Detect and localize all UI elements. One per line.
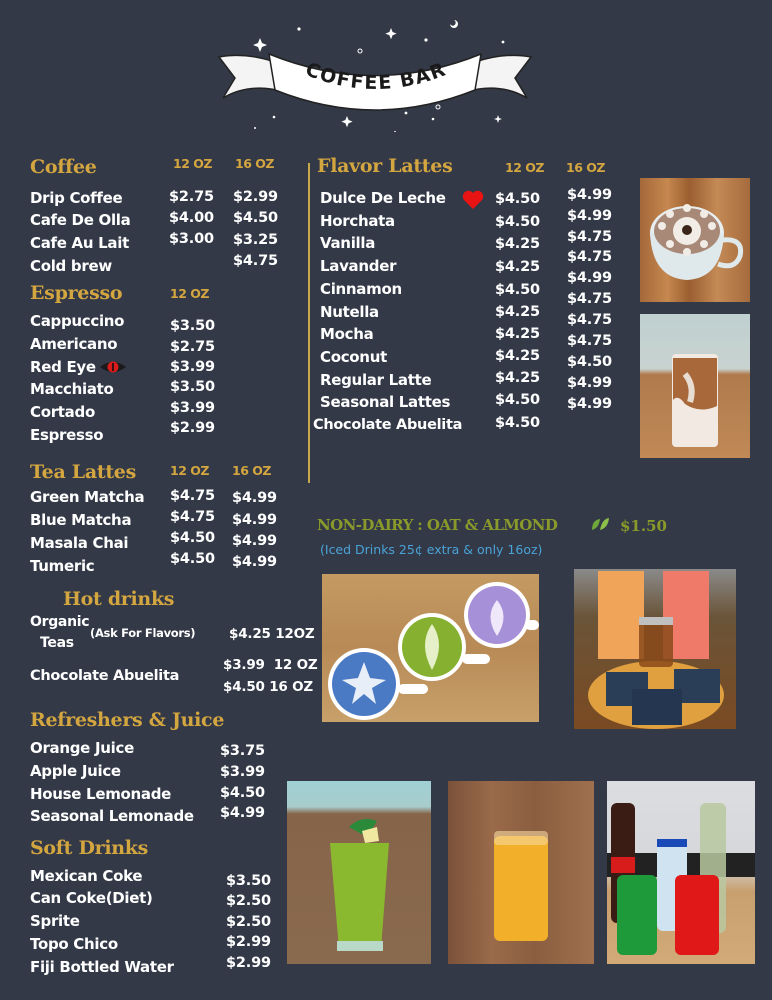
flavor-latte-item-name: Cinnamon [320,280,402,298]
column-divider [308,163,310,483]
espresso-size-12: 12 OZ [170,286,209,301]
flavor-latte-item-price-16: $4.99 [567,208,612,224]
flavor-latte-item-name: Dulce De Leche [320,189,446,207]
flavor-latte-item-name: Horchata [320,212,395,230]
coffee-item-name: Cafe De Olla [30,211,131,229]
coffee-item-price-16: $4.50 [233,210,278,226]
refresher-item-price: $3.99 [220,764,265,780]
tea-latte-item-price-12: $4.50 [170,530,215,546]
soft-drink-item-price: $2.50 [226,893,271,909]
coffee-item-name: Cold brew [30,257,112,275]
iced-latte-photo [640,314,750,458]
banner-title: COFFEE BAR [302,58,450,95]
soft-drink-item-price: $2.99 [226,934,271,950]
red-eye-icon [99,359,127,375]
hot-drink-item-price-12: $3.99 12 OZ [223,657,318,673]
flavor-lattes-heading: Flavor Lattes [317,155,453,177]
espresso-item-price: $3.50 [170,379,215,395]
refresher-item-name: Apple Juice [30,762,121,780]
soft-drink-item-price: $2.99 [226,955,271,971]
espresso-item-name: Americano [30,335,118,353]
tea-latte-item-price-16: $4.99 [232,512,277,528]
flavor-latte-item-price-16: $4.75 [567,291,612,307]
leaf-icon [590,516,610,532]
refresher-item-price: $3.75 [220,743,265,759]
coffee-item-price-12: $4.00 [169,210,214,226]
soft-drink-item-name: Sprite [30,912,80,930]
refresher-item-name: House Lemonade [30,785,172,803]
flavor-latte-item-name: Seasonal Lattes [320,393,451,411]
tea-latte-item-name: Tumeric [30,557,95,575]
soft-drink-item-name: Fiji Bottled Water [30,958,174,976]
coffee-item-price-12: $2.75 [169,189,214,205]
flavor-latte-item-name: Vanilla [320,234,376,252]
tea-latte-item-price-16: $4.99 [232,533,277,549]
hot-drink-item-note: (Ask For Flavors) [90,626,196,640]
flavor-lattes-size-16: 16 OZ [566,160,605,175]
espresso-item-price: $3.50 [170,318,215,334]
hot-drink-item-name-line1: Organic [30,614,90,630]
flavor-latte-item-price-12: $4.25 [495,236,540,252]
coffee-item-price-16: $3.25 [233,232,278,248]
organic-teas-photo [574,569,736,729]
soft-drink-item-price: $2.50 [226,914,271,930]
orange-juice-photo [448,781,594,964]
non-dairy-note: (Iced Drinks 25¢ extra & only 16oz) [320,542,543,557]
flavor-latte-item-price-16: $4.75 [567,312,612,328]
tea-lattes-heading: Tea Lattes [30,461,136,483]
flavor-latte-item-name: Coconut [320,348,387,366]
refresher-item-name: Orange Juice [30,739,134,757]
flavor-latte-item-price-12: $4.25 [495,326,540,342]
espresso-item-name: Macchiato [30,380,114,398]
flavor-latte-item-price-16: $4.99 [567,270,612,286]
flavor-latte-item-name: Regular Latte [320,371,432,389]
coffee-item-name: Cafe Au Lait [30,234,129,252]
refreshers-heading: Refreshers & Juice [30,709,225,731]
espresso-item-name: Cortado [30,403,95,421]
green-refresher-photo [287,781,431,964]
hot-drink-item-name: Chocolate Abuelita [30,668,180,684]
flavor-latte-item-price-12: $4.25 [495,370,540,386]
tea-latte-item-price-12: $4.75 [170,488,215,504]
soft-drink-item-price: $3.50 [226,873,271,889]
flavor-latte-item-name: Lavander [320,257,397,275]
espresso-item-name: Espresso [30,426,104,444]
header-banner [205,12,545,132]
hot-drinks-heading: Hot drinks [63,588,175,610]
refresher-item-price: $4.50 [220,785,265,801]
tea-lattes-size-12: 12 OZ [170,463,209,478]
soft-drink-item-name: Mexican Coke [30,867,143,885]
coffee-heading: Coffee [30,156,97,178]
flavor-latte-item-price-16: $4.75 [567,333,612,349]
flavor-latte-item-price-16: $4.75 [567,249,612,265]
coffee-size-12: 12 OZ [173,156,212,171]
flavor-latte-item-price-16: $4.99 [567,375,612,391]
espresso-item-price: $3.99 [170,359,215,375]
coffee-size-16: 16 OZ [235,156,274,171]
heart-icon [462,190,484,210]
flavor-latte-item-price-12: $4.50 [495,191,540,207]
coffee-item-price-12: $3.00 [169,231,214,247]
tea-latte-item-name: Masala Chai [30,534,129,552]
tea-latte-item-price-16: $4.99 [232,490,277,506]
flavor-latte-item-price-16: $4.99 [567,396,612,412]
espresso-item-price: $2.75 [170,339,215,355]
ribbon-banner-icon [205,12,545,132]
hot-drink-item-price: $4.25 12OZ [229,626,315,642]
tea-latte-item-price-12: $4.50 [170,551,215,567]
espresso-item-price: $3.99 [170,400,215,416]
flavor-latte-item-price-12: $4.50 [495,282,540,298]
refresher-item-name: Seasonal Lemonade [30,807,194,825]
latte-art-photo [640,178,750,302]
coffee-item-price-16: $2.99 [233,189,278,205]
soft-drinks-photo [607,781,755,964]
flavor-latte-item-price-12: $4.25 [495,348,540,364]
soft-drink-item-name: Topo Chico [30,935,118,953]
flavor-latte-item-price-12: $4.50 [495,392,540,408]
tea-latte-item-name: Green Matcha [30,488,145,506]
tea-latte-item-price-16: $4.99 [232,554,277,570]
tea-latte-item-price-12: $4.75 [170,509,215,525]
non-dairy-label: NON-DAIRY : OAT & ALMOND [317,516,558,534]
coffee-item-price-16: $4.75 [233,253,278,269]
non-dairy-price: $1.50 [620,517,667,535]
flavor-latte-item-price-12: $4.25 [495,304,540,320]
soft-drinks-heading: Soft Drinks [30,837,149,859]
flavor-latte-item-name: Mocha [320,325,374,343]
coffee-item-name: Drip Coffee [30,189,123,207]
flavor-latte-item-name: Nutella [320,303,379,321]
flavor-latte-item-price-16: $4.99 [567,187,612,203]
refresher-item-price: $4.99 [220,805,265,821]
espresso-item-price: $2.99 [170,420,215,436]
espresso-heading: Espresso [30,282,123,304]
tea-lattes-size-16: 16 OZ [232,463,271,478]
flavor-latte-item-name: Chocolate Abuelita [313,417,463,433]
flavor-latte-item-price-12: $4.50 [495,415,540,431]
tea-latte-item-name: Blue Matcha [30,511,132,529]
espresso-item-name: Red Eye [30,358,96,376]
hot-drink-item-name-line2: Teas [40,635,74,651]
flavor-latte-item-price-16: $4.50 [567,354,612,370]
espresso-item-name: Cappuccino [30,312,125,330]
flavor-latte-item-price-12: $4.50 [495,214,540,230]
tea-lattes-photo [322,574,539,722]
flavor-lattes-size-12: 12 OZ [505,160,544,175]
soft-drink-item-name: Can Coke(Diet) [30,889,153,907]
flavor-latte-item-price-16: $4.75 [567,229,612,245]
flavor-latte-item-price-12: $4.25 [495,259,540,275]
hot-drink-item-price-16: $4.50 16 OZ [223,679,313,695]
